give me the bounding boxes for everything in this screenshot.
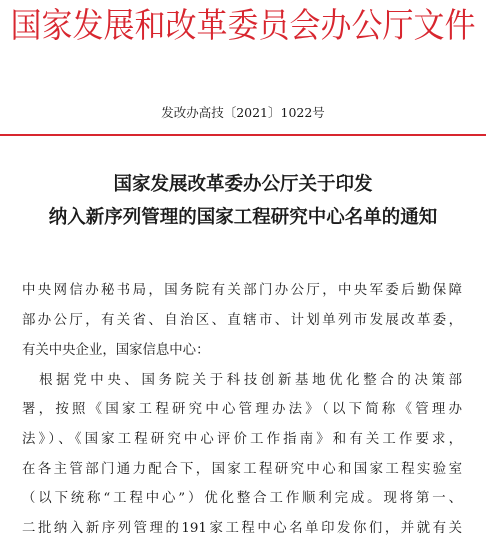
body-line: 署，按照《国家工程研究中心管理办法》（以下简称《管理办	[22, 402, 462, 417]
masthead-title: 国家发展和改革委员会办公厅文件	[10, 6, 476, 46]
notice-title-line-1: 国家发展改革委办公厅关于印发	[113, 174, 373, 195]
body-line: 二批纳入新序列管理的191家工程中心名单印发你们，并就有关	[22, 521, 462, 536]
body-line: 在各主管部门通力配合下，国家工程研究中心和国家工程实验室	[22, 462, 462, 477]
red-divider	[0, 134, 486, 136]
body-line: 中央网信办秘书局，国务院有关部门办公厅，中央军委后勤保障	[22, 283, 462, 298]
body-line: 法》）、《国家工程研究中心评价工作指南》和有关工作要求，	[22, 432, 462, 447]
body-line: 根据党中央、国务院关于科技创新基地优化整合的决策部	[22, 373, 462, 388]
document-number: 发改办高技〔2021〕1022号	[161, 105, 325, 120]
notice-title-line-2: 纳入新序列管理的国家工程研究中心名单的通知	[48, 207, 438, 228]
body-line: 有关中央企业，国家信息中心：	[22, 343, 210, 358]
body-line: （以下统称“工程中心”）优化整合工作顺利完成。现将第一、	[22, 491, 462, 506]
body-line: 部办公厅，有关省、自治区、直辖市、计划单列市发展改革委，	[22, 313, 462, 328]
